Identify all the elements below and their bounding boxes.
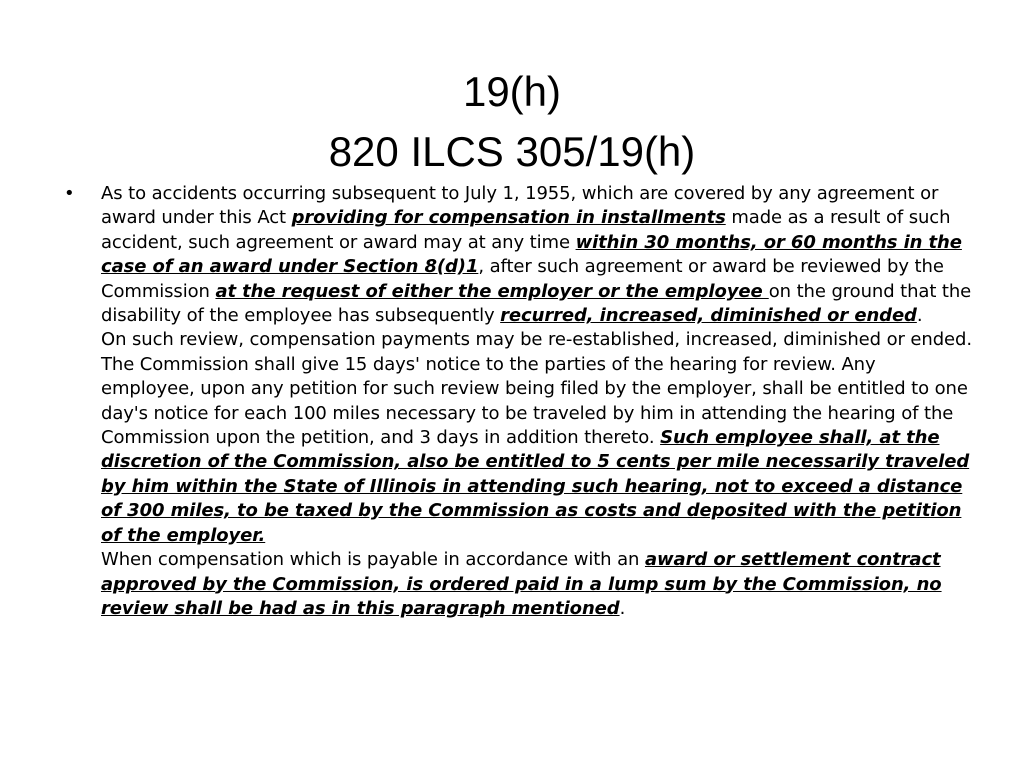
paragraph-text-4: on the ground that the disability of the employee has subsequently <box>101 280 972 327</box>
paragraph-text-3: , after such agreement or award be reviewed by the Commission <box>101 256 944 302</box>
highlight-time-limit: within 30 months, or 60 months in the case of an award under Section 8(d)1 <box>101 231 962 278</box>
paragraph-text-6: On such review, compensation payments may be re-established, increased, diminished or ended. The Commission shall give 15 days' notice to the parties of the hearing for review. Any employee, upon any petition for such review being filed by the employer, shall be entitled to one day's notice for each 100 miles necessary to be traveled by him in attending the hearing of the Commission upon the petition, and 3 days in addition thereto. <box>101 329 972 449</box>
paragraph-text-7: When compensation which is payable in accordance with an <box>101 549 645 571</box>
bullet-icon: • <box>64 183 75 204</box>
slide-title <box>0 62 1024 182</box>
paragraph-text-5: . <box>916 305 923 327</box>
paragraph-text-8: . <box>619 597 626 619</box>
bullet-list <box>64 182 974 621</box>
bullet-item <box>64 182 974 621</box>
highlight-disability-change: recurred, increased, diminished or ended <box>500 305 917 327</box>
paragraph-text-1: As to accidents occurring subsequent to July 1, 1955, which are covered by any agreement or award under this Act <box>101 183 939 229</box>
highlight-mileage: Such employee shall, at the discretion of the Commission, also be entitled to 5 cents per mile necessarily traveled by him within the State of Illinois in attending such hearing, not to exceed a distance of 300 miles, to be taxed by the Commission as costs and deposited with the petition of the employer. <box>101 427 970 546</box>
highlight-installments: providing for compensation in installments <box>291 207 726 229</box>
paragraph-text-2: made as a result of such accident, such agreement or award may at any time <box>101 207 951 253</box>
highlight-lump-sum: award or settlement contract approved by the Commission, is ordered paid in a lump sum by the Commission, no review shall be had as in this paragraph mentioned <box>101 549 942 619</box>
title-line-2: 820 ILCS 305/19(h) <box>328 128 696 176</box>
title-line-1: 19(h) <box>462 68 562 116</box>
highlight-request: at the request of either the employer or the employee <box>215 280 769 302</box>
